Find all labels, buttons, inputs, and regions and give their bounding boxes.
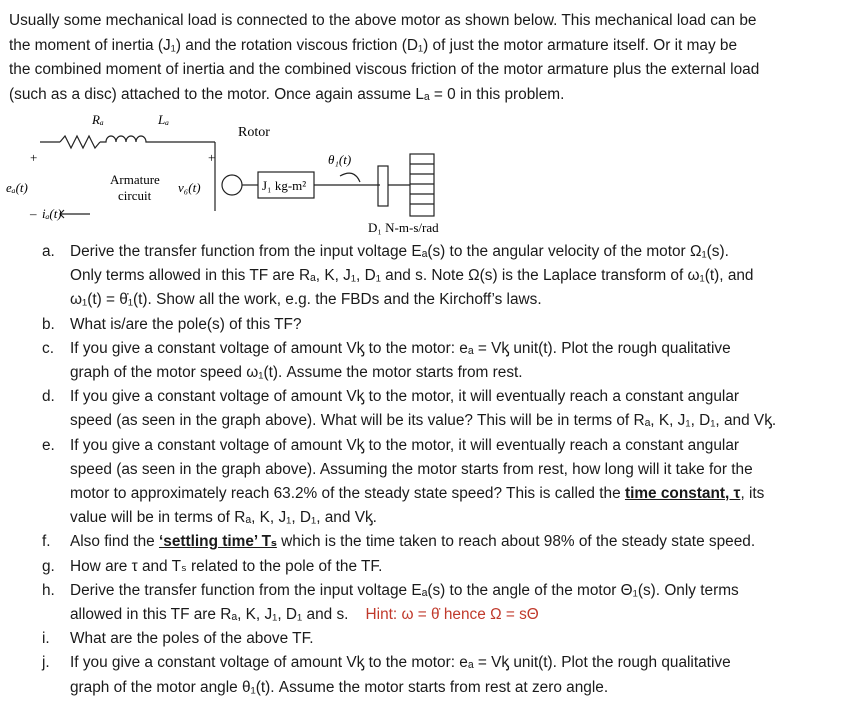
- question-line: If you give a constant voltage of amount Vᶄ to the motor, it will eventually reach a constant angular: [70, 388, 740, 406]
- ea-label: eₐ(t): [6, 180, 28, 195]
- circuit-label: circuit: [118, 188, 152, 203]
- question-mark: h.: [42, 581, 55, 599]
- intro-line: the combined moment of inertia and the combined viscous friction of the motor armature plus the external load: [9, 61, 760, 78]
- vb-label: v₆(t): [178, 180, 201, 195]
- inertia-label: J₁ kg-m²: [262, 178, 307, 193]
- question-text: , its: [740, 485, 765, 503]
- plus-sign-vb: +: [208, 150, 216, 165]
- question-line: graph of the motor angle θ₁(t). Assume the motor starts from rest at zero angle.: [70, 678, 609, 696]
- minus-sign: –: [30, 206, 37, 221]
- question-f: [0, 530, 860, 554]
- time-constant-term: time constant, τ: [624, 485, 741, 503]
- question-line: How are τ and Tₛ related to the pole of the TF.: [70, 557, 383, 575]
- question-line: Derive the transfer function from the input voltage Eₐ(s) to the angular velocity of the motor Ω₁(s).: [70, 243, 729, 260]
- damping-label: D₁ N-m-s/rad: [368, 220, 439, 235]
- question-line: [70, 482, 860, 506]
- question-line: [70, 603, 860, 627]
- armature-label: Armature: [110, 172, 160, 187]
- question-line: speed (as seen in the graph above). What will be its value? This will be in terms of Rₐ, K, J₁, D₁, and Vᶄ.: [70, 412, 777, 430]
- intro-line: (such as a disc) attached to the motor. Once again assume Lₐ = 0 in this problem.: [9, 85, 565, 103]
- question-a: [0, 240, 860, 313]
- motor-circuit-diagram: [0, 106, 500, 236]
- question-h: [0, 579, 860, 627]
- question-mark: a.: [42, 243, 55, 260]
- question-line: If you give a constant voltage of amount Vᶄ to the motor: eₐ = Vᶄ unit(t). Plot the rough qualitative: [70, 339, 731, 357]
- question-mark: g.: [42, 557, 55, 575]
- question-line: ω₁(t) = θ̇₁(t). Show all the work, e.g. the FBDs and the Kirchoff’s laws.: [70, 291, 542, 309]
- question-mark: b.: [42, 315, 55, 333]
- question-line: If you give a constant voltage of amount Vᶄ to the motor, it will eventually reach a constant angular: [70, 436, 740, 454]
- ra-label: Rₐ: [92, 112, 104, 127]
- ia-label: iₐ(t): [42, 206, 62, 221]
- question-text: motor to approximately reach 63.2% of the steady state speed? This is called the: [70, 485, 621, 503]
- rotor-label: Rotor: [238, 125, 270, 140]
- question-i: [0, 627, 860, 651]
- question-j: [0, 651, 860, 699]
- plus-sign: +: [30, 150, 38, 165]
- question-mark: j.: [42, 654, 50, 672]
- question-mark: i.: [42, 630, 50, 648]
- la-label: Lₐ: [158, 112, 170, 127]
- question-text: allowed in this TF are Rₐ, K, J₁, D₁ and s.: [70, 606, 349, 624]
- question-mark: d.: [42, 388, 55, 406]
- question-b: [0, 313, 860, 337]
- question-d: [0, 385, 860, 433]
- question-line: speed (as seen in the graph above). Assuming the motor starts from rest, how long will it take for the: [70, 460, 753, 478]
- question-c: [0, 337, 860, 385]
- settling-time-term: ‘settling time’ Tₛ: [158, 533, 277, 551]
- intro-paragraph: [9, 9, 855, 107]
- question-line: Only terms allowed in this TF are Rₐ, K, J₁, D₁ and s. Note Ω(s) is the Laplace transform of ω₁(t), and: [70, 267, 754, 285]
- hint-text: Hint: ω = θ̇ hence Ω = sΘ: [365, 606, 539, 624]
- question-text: which is the time taken to reach about 98% of the steady state speed.: [276, 533, 756, 551]
- question-line: value will be in terms of Rₐ, K, J₁, D₁, and Vᶄ.: [70, 509, 377, 527]
- question-line: If you give a constant voltage of amount Vᶄ to the motor: eₐ = Vᶄ unit(t). Plot the rough qualitative: [70, 654, 731, 672]
- question-line: graph of the motor speed ω₁(t). Assume the motor starts from rest.: [70, 364, 523, 382]
- question-g: [0, 555, 860, 579]
- question-list: [0, 240, 860, 700]
- question-text: Also find the: [70, 533, 159, 551]
- question-mark: e.: [42, 436, 55, 454]
- question-mark: f.: [42, 533, 51, 551]
- intro-line: the moment of inertia (J₁) and the rotation viscous friction (D₁) of just the motor armature itself. Or it may be: [9, 36, 738, 54]
- question-line: [70, 530, 860, 554]
- intro-line: Usually some mechanical load is connected to the above motor as shown below. This mechanical load can be: [9, 12, 757, 29]
- question-e: [0, 434, 860, 531]
- question-mark: c.: [42, 339, 54, 357]
- theta-label: θ₁(t): [328, 152, 352, 167]
- question-line: What is/are the pole(s) of this TF?: [70, 315, 302, 333]
- question-line: Derive the transfer function from the input voltage Eₐ(s) to the angle of the motor Θ₁(s). Only terms: [70, 581, 739, 599]
- question-line: What are the poles of the above TF.: [70, 630, 314, 648]
